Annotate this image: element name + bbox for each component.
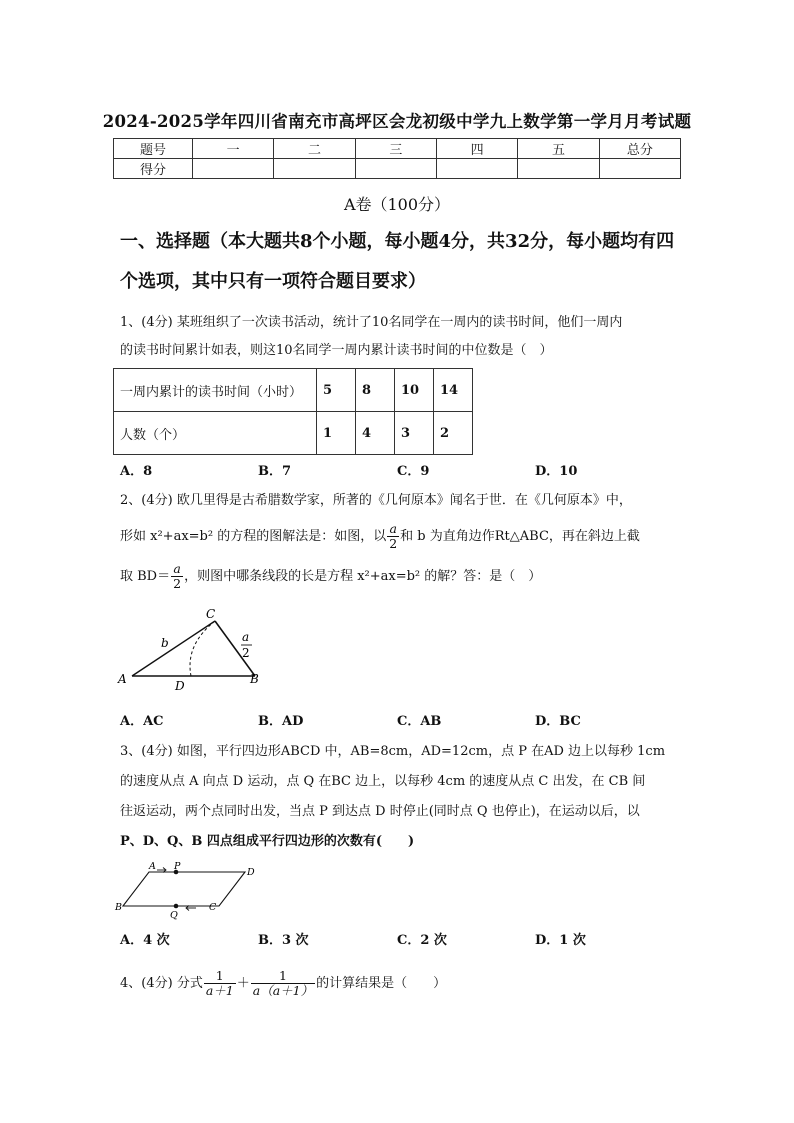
score-row-label: 得分 <box>114 159 193 179</box>
score-cell[interactable] <box>599 159 680 179</box>
q1-cell: 4 <box>356 412 395 455</box>
q1-cell: 3 <box>395 412 434 455</box>
q1-cell: 5 <box>317 369 356 412</box>
option-d[interactable]: D．1 次 <box>535 933 586 948</box>
score-header-cell: 四 <box>436 139 517 159</box>
q2-line2-start: 形如 x²+ax=b² 的方程的图解法是：如图，以 <box>120 529 387 544</box>
score-cell[interactable] <box>274 159 355 179</box>
point-q <box>174 904 179 909</box>
option-d[interactable]: D．BC <box>535 714 581 729</box>
option-a[interactable]: A．AC <box>120 714 164 729</box>
option-b[interactable]: B．7 <box>258 464 292 479</box>
q3-parallelogram-figure <box>113 860 263 920</box>
score-header-cell: 一 <box>193 139 274 159</box>
q1-data-table <box>113 368 473 455</box>
frac-denominator: a＋1 <box>205 983 234 998</box>
q2-line2-end: 和 b 为直角边作Rt△ABC，再在斜边上截 <box>400 529 640 544</box>
label-a-numerator: a <box>242 630 250 644</box>
q3-line: 的速度从点 A 向点 D 运动，点 Q 在BC 边上，以每秒 4cm 的速度从点 C 出发，在 CB 间 <box>120 774 646 789</box>
q4-text <box>120 962 680 1006</box>
label-q: Q <box>170 910 178 920</box>
frac-numerator: a <box>389 521 397 536</box>
frac-denominator: 2 <box>173 576 182 591</box>
frac-denominator: 2 <box>389 536 398 551</box>
frac-numerator: 1 <box>278 968 287 983</box>
q2-line3 <box>120 558 680 596</box>
q1-line: 1、(4分) 某班组织了一次读书活动，统计了10名同学在一周内的读书时间，他们一周内 <box>120 315 623 330</box>
q1-cell: 2 <box>434 412 473 455</box>
label-c: C <box>206 607 216 621</box>
q2-line2 <box>120 518 680 556</box>
q1-table-row <box>114 369 473 412</box>
label-c: C <box>209 902 217 913</box>
q1-text <box>120 309 680 365</box>
option-a[interactable]: A．8 <box>120 464 153 479</box>
exam-title: 2024-2025学年四川省南充市高坪区会龙初级中学九上数学第一学月月考试题 <box>102 112 692 131</box>
label-a: A <box>118 672 127 686</box>
label-d: D <box>175 679 185 693</box>
score-header-cell: 三 <box>355 139 436 159</box>
fraction-1-over-a-plus-1 <box>204 969 236 998</box>
label-b: B <box>250 672 259 686</box>
score-header-cell: 五 <box>518 139 599 159</box>
option-c[interactable]: C．AB <box>397 714 442 729</box>
q3-text <box>120 737 680 857</box>
q2-line3-start: 取 BD＝ <box>120 569 171 584</box>
q4-prefix: 4、(4分) 分式 <box>120 976 203 991</box>
parallelogram-abcd <box>123 872 245 906</box>
q1-cell: 10 <box>395 369 434 412</box>
option-c[interactable]: C．9 <box>397 464 430 479</box>
score-table <box>113 138 681 179</box>
fraction-1-over-a-a-plus-1 <box>251 969 315 998</box>
score-cell[interactable] <box>193 159 274 179</box>
q4-suffix: 的计算结果是（ ） <box>316 976 447 991</box>
option-c[interactable]: C．2 次 <box>397 933 447 948</box>
option-d[interactable]: D．10 <box>535 464 578 479</box>
frac-numerator: a <box>173 561 181 576</box>
q1-cell: 1 <box>317 412 356 455</box>
label-a: A <box>149 861 156 872</box>
option-b[interactable]: B．3 次 <box>258 933 309 948</box>
q1-cell: 8 <box>356 369 395 412</box>
label-p: P <box>174 861 181 872</box>
q1-table-row <box>114 412 473 455</box>
label-b-side: b <box>161 636 169 650</box>
section-title: A卷（100分） <box>343 195 451 214</box>
frac-denominator: a（a＋1） <box>252 983 314 998</box>
label-b: B <box>115 902 122 913</box>
q2-options <box>120 710 680 730</box>
score-table-row <box>114 159 681 179</box>
q2-line1: 2、(4分) 欧几里得是古希腊数学家，所著的《几何原本》闻名于世．在《几何原本》中， <box>120 493 632 508</box>
q1-cell: 14 <box>434 369 473 412</box>
frac-numerator: 1 <box>215 968 224 983</box>
q1-line: 的读书时间累计如表，则这10名同学一周内累计读书时间的中位数是（ ） <box>120 343 553 358</box>
score-header-cell: 题号 <box>114 139 193 159</box>
part1-heading: 一、选择题（本大题共8个小题，每小题4分，共32分，每小题均有四个选项，其中只有一项符合题目要求） <box>120 231 675 292</box>
q1-row-label: 人数（个） <box>114 412 317 455</box>
q3-line: 往返运动，两个点同时出发，当点 P 到达点 D 时停止(同时点 Q 也停止)，在运动以后，以 <box>120 804 640 819</box>
score-cell[interactable] <box>436 159 517 179</box>
q3-options <box>120 929 680 949</box>
option-a[interactable]: A．4 次 <box>120 933 170 948</box>
q2-triangle-figure <box>115 603 275 695</box>
q2-line3-end: ，则图中哪条线段的长是方程 x²+ax=b² 的解？答：是（ ） <box>184 569 542 584</box>
label-d: D <box>247 867 255 878</box>
score-cell[interactable] <box>518 159 599 179</box>
score-cell[interactable] <box>355 159 436 179</box>
label-a-denominator: 2 <box>242 646 250 660</box>
score-header-cell: 二 <box>274 139 355 159</box>
fraction-a-over-2 <box>387 522 399 551</box>
q3-line: 3、(4分) 如图，平行四边形ABCD 中，AB=8cm，AD=12cm，点 P 在AD 边上以每秒 1cm <box>120 744 666 759</box>
option-b[interactable]: B．AD <box>258 714 304 729</box>
plus-sign: ＋ <box>236 976 250 991</box>
q1-options <box>120 460 680 480</box>
q1-row-label: 一周内累计的读书时间（小时） <box>114 369 317 412</box>
score-header-cell: 总分 <box>599 139 680 159</box>
segment-ac <box>132 621 215 676</box>
q3-line: P、D、Q、B 四点组成平行四边形的次数有( ) <box>120 834 415 849</box>
fraction-a-over-2 <box>171 562 183 591</box>
score-table-header-row <box>114 139 681 159</box>
